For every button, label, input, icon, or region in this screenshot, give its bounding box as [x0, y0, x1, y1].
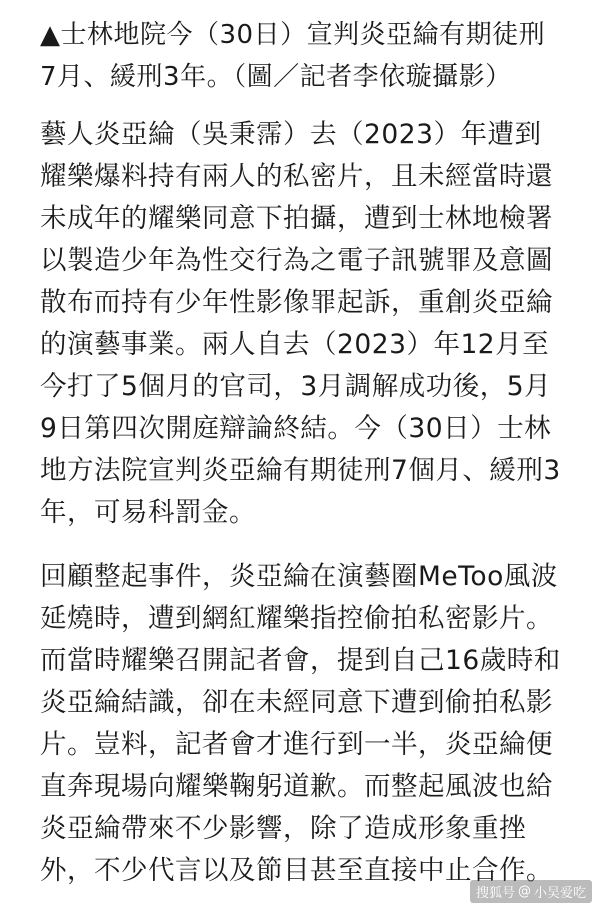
paragraph-line: 耀樂爆料持有兩人的私密片，且未經當時還 [40, 161, 553, 192]
source-watermark [470, 880, 592, 903]
caption-line: 7月、緩刑3年。（圖／記者李依璇攝影） [40, 62, 512, 92]
paragraph-line: 散布而持有少年性影像罪起訴，重創炎亞綸 [40, 287, 553, 318]
article-paragraph [40, 114, 582, 534]
paragraph-line: 地方法院宣判炎亞綸有期徒刑7個月、緩刑3 [40, 455, 561, 486]
paragraph-line: 回顧整起事件，炎亞綸在演藝圈MeToo風波 [40, 561, 558, 592]
at-sign-icon: @ [517, 884, 531, 899]
paragraph-line: 今打了5個月的官司，3月調解成功後，5月 [40, 371, 552, 402]
article-paragraph [40, 556, 582, 892]
paragraph-line: 以製造少年為性交行為之電子訊號罪及意圖 [40, 245, 553, 276]
watermark-source: 搜狐号 [475, 886, 515, 901]
paragraph-line: 的演藝事業。兩人自去（2023）年12月至 [40, 329, 550, 360]
paragraph-line: 藝人炎亞綸（吳秉霈）去（2023）年遭到 [40, 119, 542, 150]
watermark-author: 小吴爱吃 [533, 886, 586, 901]
paragraph-line: 9日第四次開庭辯論終結。今（30日）士林 [40, 413, 552, 444]
paragraph-line: 延燒時，遭到網紅耀樂指控偷拍私密影片。 [40, 603, 553, 634]
paragraph-line: 直奔現場向耀樂鞠躬道歉。而整起風波也給 [40, 771, 553, 802]
paragraph-line: 外，不少代言以及節目甚至直接中止合作。 [40, 855, 553, 886]
caption-line: ▲士林地院今（30日）宣判炎亞綸有期徒刑 [40, 20, 546, 50]
paragraph-line: 炎亞綸帶來不少影響，除了造成形象重挫 [40, 813, 526, 844]
paragraph-line: 片。豈料，記者會才進行到一半，炎亞綸便 [40, 729, 553, 760]
paragraph-line: 年，可易科罰金。 [40, 497, 256, 528]
photo-caption [40, 14, 582, 98]
paragraph-line: 未成年的耀樂同意下拍攝，遭到士林地檢署 [40, 203, 553, 234]
paragraph-line: 炎亞綸結識，卻在未經同意下遭到偷拍私影 [40, 687, 553, 718]
paragraph-line: 而當時耀樂召開記者會，提到自己16歲時和 [40, 645, 561, 676]
